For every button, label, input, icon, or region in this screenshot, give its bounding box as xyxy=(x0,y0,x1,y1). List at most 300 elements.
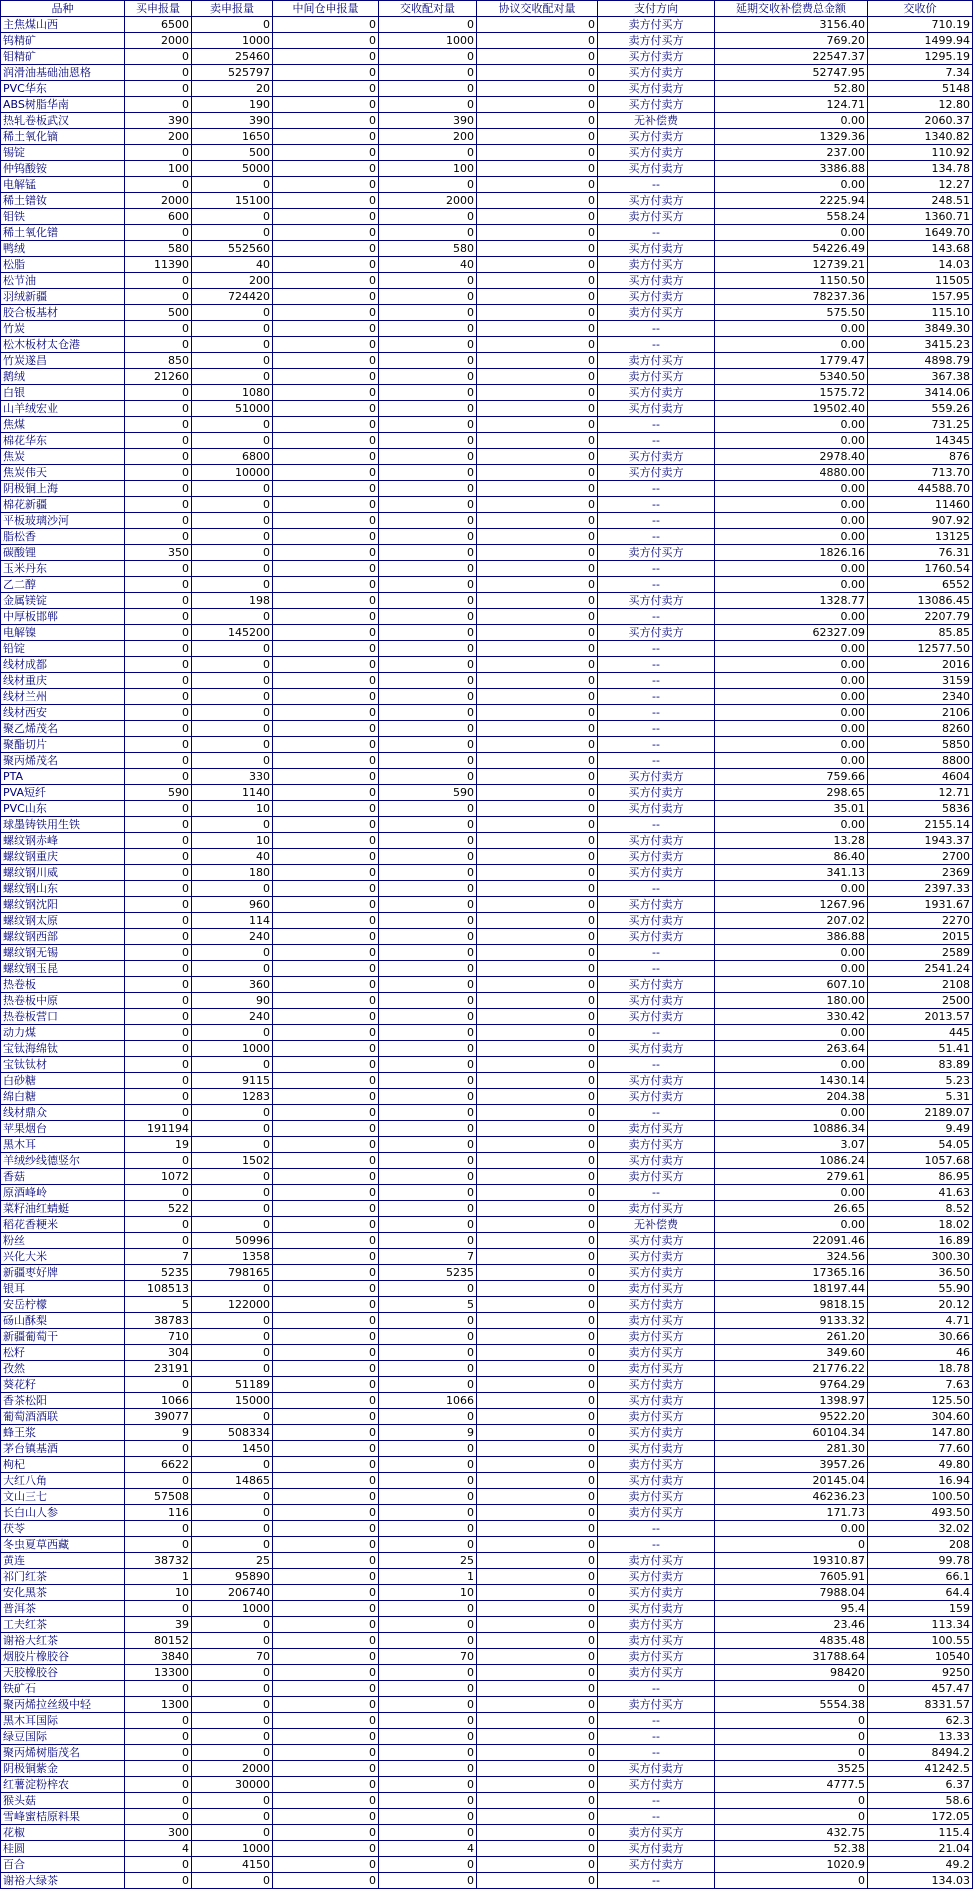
cell-buy-qty: 0 xyxy=(125,1777,192,1793)
cell-agreement-qty: 0 xyxy=(477,1409,598,1425)
table-row xyxy=(1,465,973,481)
cell-variety: 烟胶片橡胶谷 xyxy=(1,1649,125,1665)
cell-compensation: 263.64 xyxy=(715,1041,868,1057)
cell-compensation: 432.75 xyxy=(715,1825,868,1841)
cell-buy-qty: 0 xyxy=(125,49,192,65)
cell-buy-qty: 710 xyxy=(125,1329,192,1345)
cell-agreement-qty: 0 xyxy=(477,1729,598,1745)
cell-delivery-price: 493.50 xyxy=(868,1505,973,1521)
cell-delivery-price: 8800 xyxy=(868,753,973,769)
cell-compensation: 204.38 xyxy=(715,1089,868,1105)
cell-variety: 白银 xyxy=(1,385,125,401)
cell-agreement-qty: 0 xyxy=(477,1137,598,1153)
cell-sell-qty: 960 xyxy=(192,897,273,913)
cell-sell-qty: 0 xyxy=(192,1697,273,1713)
cell-compensation: 0.00 xyxy=(715,1025,868,1041)
cell-agreement-qty: 0 xyxy=(477,1585,598,1601)
cell-sell-qty: 1358 xyxy=(192,1249,273,1265)
cell-sell-qty: 114 xyxy=(192,913,273,929)
cell-variety: 竹炭遂昌 xyxy=(1,353,125,369)
cell-mid-qty: 0 xyxy=(273,721,379,737)
cell-sell-qty: 0 xyxy=(192,961,273,977)
cell-mid-qty: 0 xyxy=(273,1393,379,1409)
cell-matched-qty: 0 xyxy=(379,1537,477,1553)
cell-mid-qty: 0 xyxy=(273,1073,379,1089)
cell-sell-qty: 0 xyxy=(192,1809,273,1825)
cell-pay-direction: -- xyxy=(598,1025,715,1041)
cell-delivery-price: 2106 xyxy=(868,705,973,721)
cell-sell-qty: 25 xyxy=(192,1553,273,1569)
cell-matched-qty: 0 xyxy=(379,433,477,449)
cell-mid-qty: 0 xyxy=(273,481,379,497)
cell-variety: 金属镁锭 xyxy=(1,593,125,609)
cell-mid-qty: 0 xyxy=(273,241,379,257)
cell-variety: 电解镍 xyxy=(1,625,125,641)
cell-pay-direction: -- xyxy=(598,689,715,705)
cell-delivery-price: 66.1 xyxy=(868,1569,973,1585)
cell-delivery-price: 2108 xyxy=(868,977,973,993)
cell-compensation: 7988.04 xyxy=(715,1585,868,1601)
cell-sell-qty: 0 xyxy=(192,817,273,833)
cell-agreement-qty: 0 xyxy=(477,1841,598,1857)
cell-agreement-qty: 0 xyxy=(477,641,598,657)
cell-buy-qty: 0 xyxy=(125,561,192,577)
cell-pay-direction: -- xyxy=(598,1681,715,1697)
cell-delivery-price: 2369 xyxy=(868,865,973,881)
table-row xyxy=(1,1265,973,1281)
cell-delivery-price: 7.34 xyxy=(868,65,973,81)
cell-delivery-price: 4604 xyxy=(868,769,973,785)
table-row xyxy=(1,545,973,561)
cell-variety: 祁门红茶 xyxy=(1,1569,125,1585)
cell-mid-qty: 0 xyxy=(273,321,379,337)
cell-pay-direction: 卖方付买方 xyxy=(598,1825,715,1841)
cell-compensation: 1329.36 xyxy=(715,129,868,145)
cell-sell-qty: 0 xyxy=(192,369,273,385)
cell-pay-direction: -- xyxy=(598,1057,715,1073)
cell-mid-qty: 0 xyxy=(273,1009,379,1025)
cell-variety: 普洱茶 xyxy=(1,1601,125,1617)
cell-compensation: 0.00 xyxy=(715,417,868,433)
cell-sell-qty: 0 xyxy=(192,1793,273,1809)
cell-agreement-qty: 0 xyxy=(477,1473,598,1489)
cell-delivery-price: 77.60 xyxy=(868,1441,973,1457)
table-row xyxy=(1,1793,973,1809)
cell-matched-qty: 0 xyxy=(379,1153,477,1169)
cell-buy-qty: 0 xyxy=(125,1713,192,1729)
cell-sell-qty: 145200 xyxy=(192,625,273,641)
cell-sell-qty: 0 xyxy=(192,497,273,513)
cell-agreement-qty: 0 xyxy=(477,305,598,321)
cell-mid-qty: 0 xyxy=(273,1425,379,1441)
cell-variety: 葵花籽 xyxy=(1,1377,125,1393)
cell-matched-qty: 9 xyxy=(379,1425,477,1441)
cell-compensation: 1826.16 xyxy=(715,545,868,561)
cell-compensation: 0.00 xyxy=(715,673,868,689)
cell-pay-direction: 买方付卖方 xyxy=(598,993,715,1009)
cell-pay-direction: 买方付卖方 xyxy=(598,897,715,913)
cell-pay-direction: -- xyxy=(598,961,715,977)
cell-buy-qty: 0 xyxy=(125,1185,192,1201)
cell-agreement-qty: 0 xyxy=(477,1617,598,1633)
table-row xyxy=(1,929,973,945)
cell-agreement-qty: 0 xyxy=(477,1169,598,1185)
cell-mid-qty: 0 xyxy=(273,1585,379,1601)
cell-matched-qty: 0 xyxy=(379,1105,477,1121)
cell-matched-qty: 0 xyxy=(379,961,477,977)
cell-sell-qty: 90 xyxy=(192,993,273,1009)
cell-sell-qty: 2000 xyxy=(192,1761,273,1777)
cell-variety: 松木板材太仓港 xyxy=(1,337,125,353)
cell-mid-qty: 0 xyxy=(273,401,379,417)
cell-matched-qty: 200 xyxy=(379,129,477,145)
cell-delivery-price: 64.4 xyxy=(868,1585,973,1601)
cell-sell-qty: 0 xyxy=(192,353,273,369)
table-row xyxy=(1,1073,973,1089)
cell-agreement-qty: 0 xyxy=(477,1633,598,1649)
cell-sell-qty: 0 xyxy=(192,1409,273,1425)
cell-delivery-price: 2013.57 xyxy=(868,1009,973,1025)
cell-sell-qty: 1140 xyxy=(192,785,273,801)
cell-buy-qty: 6500 xyxy=(125,17,192,33)
cell-delivery-price: 8.52 xyxy=(868,1201,973,1217)
cell-matched-qty: 0 xyxy=(379,49,477,65)
table-row xyxy=(1,1329,973,1345)
cell-matched-qty: 0 xyxy=(379,945,477,961)
col-header-variety: 品种 xyxy=(1,1,125,17)
cell-buy-qty: 0 xyxy=(125,625,192,641)
cell-variety: 钨精矿 xyxy=(1,33,125,49)
cell-delivery-price: 11505 xyxy=(868,273,973,289)
cell-compensation: 5554.38 xyxy=(715,1697,868,1713)
table-row xyxy=(1,1601,973,1617)
cell-pay-direction: 买方付卖方 xyxy=(598,785,715,801)
cell-mid-qty: 0 xyxy=(273,193,379,209)
cell-delivery-price: 2016 xyxy=(868,657,973,673)
cell-agreement-qty: 0 xyxy=(477,241,598,257)
cell-sell-qty: 0 xyxy=(192,1729,273,1745)
cell-agreement-qty: 0 xyxy=(477,113,598,129)
cell-compensation: 0.00 xyxy=(715,1185,868,1201)
cell-variety: 乙二醇 xyxy=(1,577,125,593)
cell-pay-direction: 卖方付买方 xyxy=(598,1281,715,1297)
cell-delivery-price: 55.90 xyxy=(868,1281,973,1297)
cell-agreement-qty: 0 xyxy=(477,321,598,337)
cell-buy-qty: 0 xyxy=(125,497,192,513)
table-row xyxy=(1,961,973,977)
cell-buy-qty: 13300 xyxy=(125,1665,192,1681)
cell-buy-qty: 1066 xyxy=(125,1393,192,1409)
cell-agreement-qty: 0 xyxy=(477,513,598,529)
cell-pay-direction: 买方付卖方 xyxy=(598,1265,715,1281)
cell-compensation: 0.00 xyxy=(715,561,868,577)
cell-variety: 黑木耳国际 xyxy=(1,1713,125,1729)
table-row xyxy=(1,721,973,737)
cell-mid-qty: 0 xyxy=(273,1265,379,1281)
cell-mid-qty: 0 xyxy=(273,1601,379,1617)
header-row xyxy=(1,1,973,17)
cell-pay-direction: -- xyxy=(598,737,715,753)
cell-agreement-qty: 0 xyxy=(477,865,598,881)
cell-buy-qty: 0 xyxy=(125,1217,192,1233)
cell-mid-qty: 0 xyxy=(273,1505,379,1521)
cell-pay-direction: 卖方付买方 xyxy=(598,1137,715,1153)
cell-matched-qty: 0 xyxy=(379,1665,477,1681)
cell-variety: 聚丙烯树脂茂名 xyxy=(1,1745,125,1761)
cell-matched-qty: 0 xyxy=(379,801,477,817)
cell-sell-qty: 0 xyxy=(192,225,273,241)
cell-pay-direction: -- xyxy=(598,321,715,337)
cell-buy-qty: 0 xyxy=(125,1521,192,1537)
cell-buy-qty: 0 xyxy=(125,1873,192,1889)
cell-agreement-qty: 0 xyxy=(477,801,598,817)
cell-agreement-qty: 0 xyxy=(477,1569,598,1585)
cell-buy-qty: 0 xyxy=(125,945,192,961)
cell-matched-qty: 0 xyxy=(379,1025,477,1041)
cell-pay-direction: 买方付卖方 xyxy=(598,193,715,209)
cell-buy-qty: 0 xyxy=(125,321,192,337)
cell-variety: 聚丙烯拉丝级中轻 xyxy=(1,1697,125,1713)
table-row xyxy=(1,1057,973,1073)
cell-mid-qty: 0 xyxy=(273,1137,379,1153)
table-row xyxy=(1,1233,973,1249)
cell-variety: 苹果烟台 xyxy=(1,1121,125,1137)
cell-matched-qty: 0 xyxy=(379,913,477,929)
cell-delivery-price: 134.78 xyxy=(868,161,973,177)
cell-variety: 雪峰蜜桔原料果 xyxy=(1,1809,125,1825)
cell-mid-qty: 0 xyxy=(273,1345,379,1361)
cell-pay-direction: -- xyxy=(598,753,715,769)
table-row xyxy=(1,1009,973,1025)
cell-agreement-qty: 0 xyxy=(477,1793,598,1809)
table-row xyxy=(1,993,973,1009)
cell-mid-qty: 0 xyxy=(273,1745,379,1761)
cell-sell-qty: 240 xyxy=(192,1009,273,1025)
table-row xyxy=(1,1297,973,1313)
cell-delivery-price: 2060.37 xyxy=(868,113,973,129)
cell-delivery-price: 5.23 xyxy=(868,1073,973,1089)
cell-variety: 动力煤 xyxy=(1,1025,125,1041)
cell-pay-direction: 卖方付买方 xyxy=(598,1361,715,1377)
cell-pay-direction: -- xyxy=(598,1793,715,1809)
cell-pay-direction: 买方付卖方 xyxy=(598,241,715,257)
cell-variety: 稀土氧化镝 xyxy=(1,129,125,145)
cell-delivery-price: 1760.54 xyxy=(868,561,973,577)
table-row xyxy=(1,1441,973,1457)
cell-mid-qty: 0 xyxy=(273,1105,379,1121)
table-row xyxy=(1,1585,973,1601)
cell-pay-direction: 卖方付买方 xyxy=(598,257,715,273)
cell-matched-qty: 0 xyxy=(379,1185,477,1201)
col-header-sell-qty: 卖申报量 xyxy=(192,1,273,17)
cell-compensation: 0.00 xyxy=(715,657,868,673)
cell-variety: 白砂糖 xyxy=(1,1073,125,1089)
cell-matched-qty: 0 xyxy=(379,1137,477,1153)
cell-matched-qty: 0 xyxy=(379,929,477,945)
cell-buy-qty: 0 xyxy=(125,1857,192,1873)
cell-mid-qty: 0 xyxy=(273,1537,379,1553)
cell-compensation: 9764.29 xyxy=(715,1377,868,1393)
cell-delivery-price: 1943.37 xyxy=(868,833,973,849)
cell-pay-direction: 卖方付买方 xyxy=(598,209,715,225)
cell-sell-qty: 0 xyxy=(192,705,273,721)
cell-compensation: 3957.26 xyxy=(715,1457,868,1473)
cell-delivery-price: 18.78 xyxy=(868,1361,973,1377)
cell-buy-qty: 0 xyxy=(125,1441,192,1457)
cell-compensation: 31788.64 xyxy=(715,1649,868,1665)
table-row xyxy=(1,1345,973,1361)
cell-buy-qty: 0 xyxy=(125,1041,192,1057)
cell-variety: 工夫红茶 xyxy=(1,1617,125,1633)
cell-sell-qty: 51000 xyxy=(192,401,273,417)
cell-variety: 中厚板邯郸 xyxy=(1,609,125,625)
cell-delivery-price: 12.27 xyxy=(868,177,973,193)
table-row xyxy=(1,689,973,705)
cell-buy-qty: 0 xyxy=(125,929,192,945)
cell-variety: 花椒 xyxy=(1,1825,125,1841)
cell-sell-qty: 50996 xyxy=(192,1233,273,1249)
cell-delivery-price: 2397.33 xyxy=(868,881,973,897)
cell-variety: 鹅绒 xyxy=(1,369,125,385)
cell-buy-qty: 0 xyxy=(125,289,192,305)
cell-delivery-price: 4.71 xyxy=(868,1313,973,1329)
table-row xyxy=(1,1281,973,1297)
cell-agreement-qty: 0 xyxy=(477,161,598,177)
cell-variety: 钼精矿 xyxy=(1,49,125,65)
cell-delivery-price: 7.63 xyxy=(868,1377,973,1393)
cell-buy-qty: 0 xyxy=(125,1233,192,1249)
cell-matched-qty: 0 xyxy=(379,385,477,401)
cell-agreement-qty: 0 xyxy=(477,17,598,33)
cell-matched-qty: 0 xyxy=(379,1601,477,1617)
cell-mid-qty: 0 xyxy=(273,1793,379,1809)
cell-buy-qty: 0 xyxy=(125,529,192,545)
cell-pay-direction: -- xyxy=(598,577,715,593)
cell-mid-qty: 0 xyxy=(273,497,379,513)
cell-sell-qty: 0 xyxy=(192,1489,273,1505)
cell-delivery-price: 157.95 xyxy=(868,289,973,305)
cell-variety: 玉米丹东 xyxy=(1,561,125,577)
cell-agreement-qty: 0 xyxy=(477,1425,598,1441)
table-row xyxy=(1,529,973,545)
cell-delivery-price: 18.02 xyxy=(868,1217,973,1233)
cell-agreement-qty: 0 xyxy=(477,225,598,241)
cell-sell-qty: 0 xyxy=(192,177,273,193)
table-row xyxy=(1,289,973,305)
cell-delivery-price: 2700 xyxy=(868,849,973,865)
cell-variety: 螺纹钢玉昆 xyxy=(1,961,125,977)
cell-variety: 羊绒纱线德竖尔 xyxy=(1,1153,125,1169)
cell-compensation: 0.00 xyxy=(715,817,868,833)
cell-delivery-price: 445 xyxy=(868,1025,973,1041)
cell-variety: 葡萄酒酒联 xyxy=(1,1409,125,1425)
cell-agreement-qty: 0 xyxy=(477,833,598,849)
cell-pay-direction: -- xyxy=(598,561,715,577)
table-row xyxy=(1,433,973,449)
cell-delivery-price: 2270 xyxy=(868,913,973,929)
cell-sell-qty: 0 xyxy=(192,721,273,737)
cell-agreement-qty: 0 xyxy=(477,1553,598,1569)
cell-agreement-qty: 0 xyxy=(477,1201,598,1217)
cell-buy-qty: 0 xyxy=(125,993,192,1009)
cell-agreement-qty: 0 xyxy=(477,385,598,401)
cell-delivery-price: 248.51 xyxy=(868,193,973,209)
cell-mid-qty: 0 xyxy=(273,689,379,705)
cell-delivery-price: 54.05 xyxy=(868,1137,973,1153)
cell-sell-qty: 0 xyxy=(192,1873,273,1889)
cell-delivery-price: 1295.19 xyxy=(868,49,973,65)
cell-matched-qty: 0 xyxy=(379,1233,477,1249)
cell-matched-qty: 0 xyxy=(379,1489,477,1505)
cell-agreement-qty: 0 xyxy=(477,1681,598,1697)
cell-matched-qty: 0 xyxy=(379,1697,477,1713)
cell-pay-direction: -- xyxy=(598,225,715,241)
cell-delivery-price: 115.4 xyxy=(868,1825,973,1841)
cell-sell-qty: 1000 xyxy=(192,1601,273,1617)
table-row xyxy=(1,753,973,769)
cell-sell-qty: 0 xyxy=(192,305,273,321)
cell-compensation: 0.00 xyxy=(715,1057,868,1073)
cell-agreement-qty: 0 xyxy=(477,465,598,481)
table-row xyxy=(1,129,973,145)
cell-variety: 长白山人参 xyxy=(1,1505,125,1521)
table-row xyxy=(1,833,973,849)
cell-agreement-qty: 0 xyxy=(477,1537,598,1553)
cell-mid-qty: 0 xyxy=(273,625,379,641)
cell-delivery-price: 9250 xyxy=(868,1665,973,1681)
cell-delivery-price: 2207.79 xyxy=(868,609,973,625)
table-row xyxy=(1,897,973,913)
cell-compensation: 9818.15 xyxy=(715,1297,868,1313)
cell-matched-qty: 0 xyxy=(379,657,477,673)
cell-compensation: 349.60 xyxy=(715,1345,868,1361)
cell-sell-qty: 0 xyxy=(192,1169,273,1185)
cell-matched-qty: 0 xyxy=(379,1713,477,1729)
cell-matched-qty: 0 xyxy=(379,1809,477,1825)
cell-delivery-price: 125.50 xyxy=(868,1393,973,1409)
cell-buy-qty: 0 xyxy=(125,273,192,289)
cell-matched-qty: 0 xyxy=(379,449,477,465)
cell-agreement-qty: 0 xyxy=(477,369,598,385)
cell-buy-qty: 6622 xyxy=(125,1457,192,1473)
cell-pay-direction: -- xyxy=(598,1185,715,1201)
table-row xyxy=(1,1809,973,1825)
cell-sell-qty: 0 xyxy=(192,881,273,897)
table-row xyxy=(1,561,973,577)
cell-buy-qty: 0 xyxy=(125,641,192,657)
cell-pay-direction: -- xyxy=(598,1521,715,1537)
cell-buy-qty: 390 xyxy=(125,113,192,129)
cell-matched-qty: 0 xyxy=(379,1281,477,1297)
cell-sell-qty: 198 xyxy=(192,593,273,609)
table-row xyxy=(1,113,973,129)
table-row xyxy=(1,1089,973,1105)
cell-compensation: 4835.48 xyxy=(715,1633,868,1649)
cell-matched-qty: 0 xyxy=(379,817,477,833)
cell-compensation: 0.00 xyxy=(715,1217,868,1233)
table-row xyxy=(1,817,973,833)
col-header-pay-direction: 支付方向 xyxy=(598,1,715,17)
cell-variety: 山羊绒宏业 xyxy=(1,401,125,417)
cell-pay-direction: 无补偿费 xyxy=(598,113,715,129)
cell-delivery-price: 1499.94 xyxy=(868,33,973,49)
cell-variety: 稀土氧化镨 xyxy=(1,225,125,241)
table-row xyxy=(1,1857,973,1873)
cell-pay-direction: -- xyxy=(598,497,715,513)
cell-pay-direction: -- xyxy=(598,481,715,497)
cell-mid-qty: 0 xyxy=(273,209,379,225)
cell-sell-qty: 0 xyxy=(192,529,273,545)
